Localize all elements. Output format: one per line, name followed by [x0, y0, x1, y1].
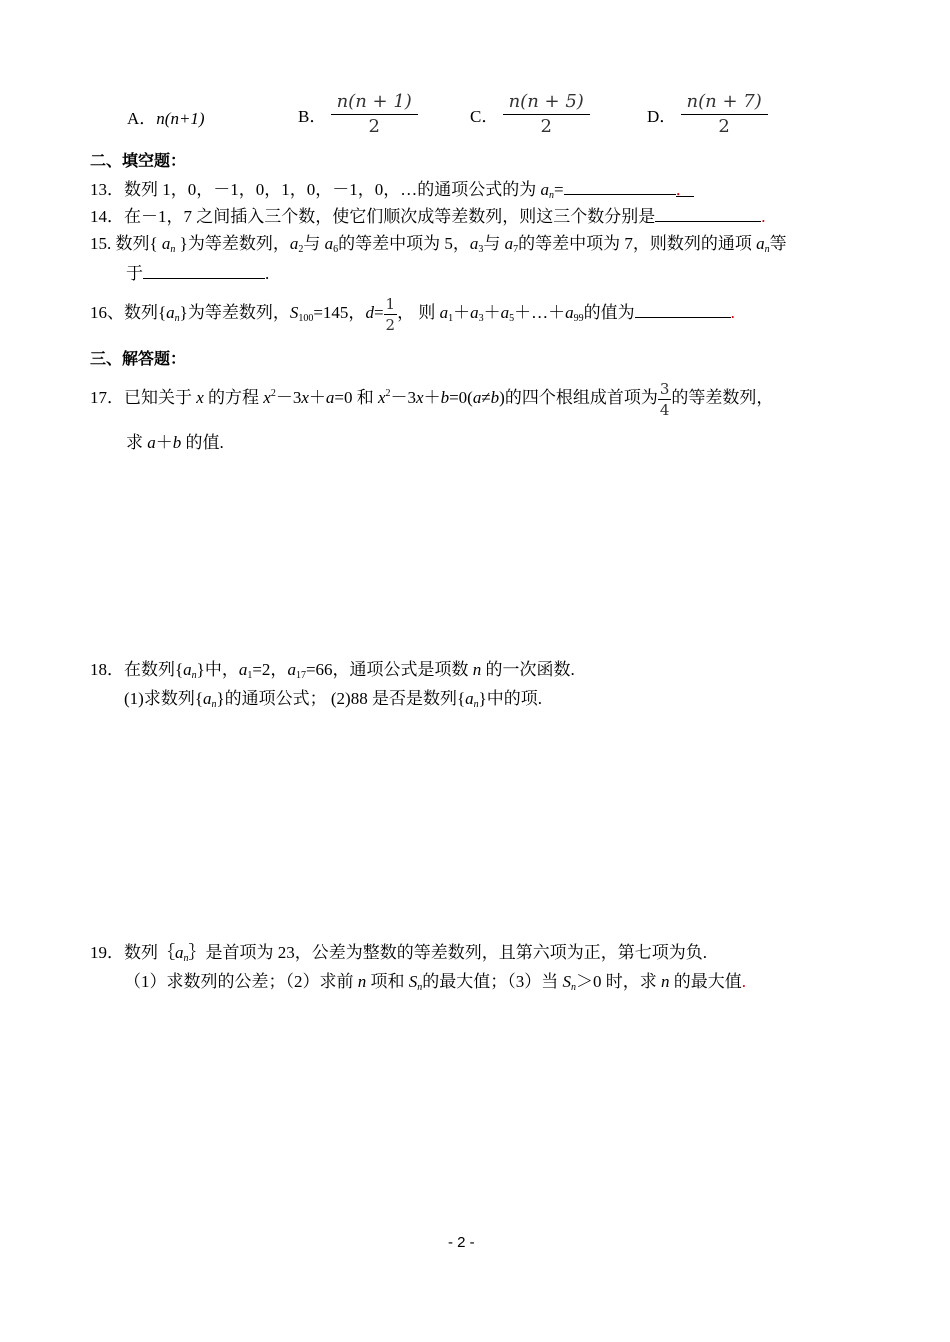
- q13-sub: n: [549, 190, 554, 201]
- q19-n: n: [183, 953, 189, 964]
- q15-n: n: [170, 244, 176, 255]
- question-16: [90, 290, 735, 336]
- q16-d: d: [365, 303, 374, 322]
- page-number: - 2 -: [448, 1234, 475, 1251]
- option-c-numerator: n(n + 5): [503, 90, 590, 115]
- q16-a3: a: [470, 303, 479, 322]
- q15-a6: a: [324, 234, 334, 253]
- q18-text-4: =66，通项公式是项数: [305, 660, 473, 679]
- q15-tail: .: [265, 264, 270, 283]
- question-18-line-2: [124, 688, 542, 710]
- q15-an: a: [756, 234, 765, 253]
- option-b-fraction: [331, 90, 418, 139]
- q19-line2-d: ＞0 时，求: [576, 972, 661, 991]
- q16-text-1: 16、数列{: [90, 303, 167, 322]
- q17-line2-b: 的值.: [181, 433, 224, 452]
- q17-b: b: [440, 388, 450, 407]
- q17-text-10: )的四个根组成首项为: [499, 388, 658, 407]
- q19-line2-b: 项和: [366, 972, 409, 991]
- q16-text-4: =: [373, 303, 384, 322]
- q15-text-7: 等: [769, 234, 787, 253]
- question-17: [90, 375, 773, 421]
- q17-text-7: ＋: [423, 388, 441, 407]
- q18-line2-b: }的通项公式； (2)88 是否是数列{: [216, 689, 466, 708]
- option-d-label: D．: [647, 107, 677, 126]
- q17-line2-a-var: a: [147, 433, 156, 452]
- q19-tail: .: [741, 972, 746, 991]
- q17-sq: 2: [270, 388, 276, 399]
- q16-s99: 99: [573, 313, 584, 324]
- q13-text: 13．数列 1，0，－1，0，1，0，－1，0，…的通项公式的为: [90, 180, 541, 199]
- q18-a1: a: [238, 660, 248, 679]
- q18-n: n: [191, 670, 197, 681]
- question-18: [90, 659, 575, 681]
- q19-a: a: [175, 943, 184, 962]
- q15-a3: a: [469, 234, 479, 253]
- question-13: [90, 177, 694, 201]
- q19-line2-a: （1）求数列的公差；（2）求前: [124, 972, 358, 991]
- q16-text-2: }为等差数列，: [179, 303, 290, 322]
- section-3-heading: 三、解答题：: [90, 349, 187, 368]
- q15-text-1: 15. 数列{: [90, 234, 162, 253]
- q16-answer-blank: [635, 300, 731, 318]
- q19-nvar-2: n: [661, 972, 670, 991]
- option-b-numerator: n(n + 1): [331, 90, 418, 115]
- q18-s1: 1: [247, 670, 253, 681]
- option-c-denominator: 2: [540, 116, 552, 137]
- q17-text-5: =0 和: [334, 388, 378, 407]
- q19-sn: n: [417, 982, 423, 993]
- q15-s3: 3: [478, 244, 484, 255]
- q18-line2-a-var: a: [202, 689, 212, 708]
- option-c-label: C．: [470, 107, 499, 126]
- q19-line2-c: 的最大值；（3）当: [422, 972, 563, 991]
- q14-text: 14．在－1，7 之间插入三个数，使它们顺次成等差数列，则这三个数分别是: [90, 207, 656, 226]
- question-15-line-2: [126, 261, 269, 285]
- q17-denominator: 4: [659, 400, 670, 419]
- q17-line2-plus: ＋: [155, 433, 173, 452]
- q17-text-6: －3: [390, 388, 417, 407]
- q15-answer-blank: [143, 261, 265, 279]
- option-a-label: A．: [127, 109, 157, 128]
- q19-S: S: [408, 972, 418, 991]
- q16-text-6: ＋…＋: [514, 303, 566, 322]
- q18-text-3: =2，: [252, 660, 288, 679]
- q17-text-2: 的方程: [203, 388, 264, 407]
- q19-S2: S: [562, 972, 571, 991]
- option-b-label: B．: [298, 107, 327, 126]
- q15-a7: a: [504, 234, 514, 253]
- q15-text-6: 的等差中项为 7，则数列的通项: [518, 234, 757, 253]
- q17-text-8: =0(: [449, 388, 473, 407]
- q16-tail: .: [730, 303, 735, 322]
- question-17-line-2: [126, 432, 224, 454]
- option-b-denominator: 2: [368, 116, 380, 137]
- q16-s5: 5: [509, 313, 515, 324]
- question-19: [90, 942, 707, 964]
- q17-text-4: ＋: [308, 388, 326, 407]
- question-14: [90, 204, 766, 228]
- q16-s3: 3: [478, 313, 484, 324]
- q17-text-3: －3: [275, 388, 302, 407]
- q17-a2: a: [472, 388, 482, 407]
- option-d-numerator: n(n + 7): [681, 90, 768, 115]
- q17-x2: x: [263, 388, 271, 407]
- q13-tail: ．: [675, 180, 693, 199]
- q16-a1: a: [439, 303, 449, 322]
- q14-tail: .: [761, 207, 766, 226]
- question-19-line-2: [124, 971, 746, 993]
- section-2-heading: 二、填空题：: [90, 151, 187, 170]
- q16-plus-2: ＋: [483, 303, 501, 322]
- q17-line2-a: 求: [126, 433, 148, 452]
- option-d-fraction: [681, 90, 768, 139]
- q13-answer-blank: [564, 177, 676, 195]
- q15-text-2: }为等差数列，: [175, 234, 290, 253]
- q18-s17: 17: [295, 670, 306, 681]
- q17-numerator: 3: [659, 379, 670, 398]
- option-a-text: n(n+1): [156, 109, 205, 128]
- q18-line2-c: }中的项.: [478, 689, 543, 708]
- q15-text-3: 与: [303, 234, 325, 253]
- q19-line2-e: 的最大值: [669, 972, 742, 991]
- q17-x5: x: [416, 388, 424, 407]
- q15-sn: n: [764, 244, 770, 255]
- q18-line2-a-var-2: a: [465, 689, 474, 708]
- q15-text-5: 与: [483, 234, 505, 253]
- option-d-denominator: 2: [718, 116, 730, 137]
- q16-plus-1: ＋: [453, 303, 471, 322]
- q18-line2-n: n: [211, 699, 217, 710]
- q18-a17: a: [287, 660, 296, 679]
- option-d: [647, 90, 768, 139]
- q18-a: a: [183, 660, 192, 679]
- q15-line2: 于: [126, 264, 143, 283]
- q18-text-5: 的一次函数.: [481, 660, 575, 679]
- q16-text-7: 的值为: [583, 303, 635, 322]
- q17-text-1: 17．已知关于: [90, 388, 197, 407]
- q15-a: a: [161, 234, 171, 253]
- q19-text-1: 19．数列｛: [90, 943, 175, 962]
- q16-text-5: ， 则: [397, 303, 440, 322]
- q18-line2-a: (1)求数列{: [124, 689, 203, 708]
- q15-text-4: 的等差中项为 5，: [338, 234, 470, 253]
- q17-sq2: 2: [385, 388, 391, 399]
- q18-text-1: 18．在数列{: [90, 660, 184, 679]
- q19-nvar: n: [357, 972, 367, 991]
- q16-a: a: [166, 303, 175, 322]
- q17-x4: x: [377, 388, 386, 407]
- q17-x3: x: [301, 388, 309, 407]
- q18-nvar: n: [472, 660, 482, 679]
- q17-fraction: [658, 379, 672, 420]
- question-15: [90, 233, 787, 255]
- option-c: [470, 90, 590, 139]
- q15-a2: a: [289, 234, 299, 253]
- q19-text-2: ｝是首项为 23，公差为整数的等差数列，且第六项为正，第七项为负.: [188, 943, 707, 962]
- q17-a: a: [325, 388, 335, 407]
- q16-a5: a: [500, 303, 510, 322]
- q13-var: a: [540, 180, 549, 199]
- q17-line2-b-var: b: [172, 433, 182, 452]
- q16-text-3: =145，: [313, 303, 366, 322]
- q16-a99: a: [565, 303, 574, 322]
- option-a: [127, 104, 205, 129]
- q17-x: x: [196, 388, 204, 407]
- q16-numerator: 1: [385, 294, 396, 313]
- q16-s100: 100: [298, 313, 314, 324]
- q14-answer-blank: [655, 204, 761, 222]
- q16-n: n: [174, 313, 180, 324]
- q17-text-9: ≠: [481, 388, 491, 407]
- q17-text-11: 的等差数列，: [671, 388, 774, 407]
- q13-eq: =: [554, 180, 564, 199]
- option-c-fraction: [503, 90, 590, 139]
- q15-s7: 7: [513, 244, 519, 255]
- q16-denominator: 2: [385, 315, 396, 334]
- q19-sn2: n: [571, 982, 576, 993]
- q15-s2: 2: [298, 244, 304, 255]
- q18-text-2: }中，: [196, 660, 239, 679]
- option-b: [298, 90, 418, 139]
- q15-s6: 6: [333, 244, 339, 255]
- q17-b2: b: [490, 388, 500, 407]
- q16-fraction: [384, 294, 398, 335]
- q18-line2-n-2: n: [473, 699, 479, 710]
- q16-s1: 1: [448, 313, 454, 324]
- q16-S: S: [289, 303, 299, 322]
